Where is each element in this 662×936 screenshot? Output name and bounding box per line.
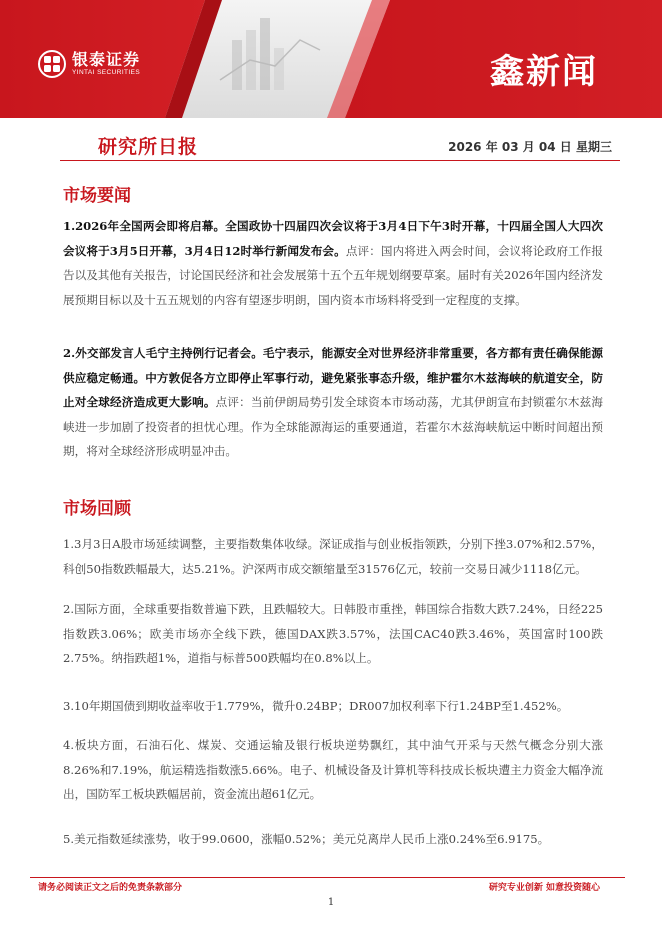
review-item-3: 3.10年期国债到期收益率收于1.779%，微升0.24BP；DR007加权利率下行1.24BP至1.452%。	[63, 699, 569, 713]
news-item-1-comment: 点评：国内将进入两会时间，会议将论政府工作报告以及其他有关报告，讨论国民经济和社会发展第十五个五年规划纲要草案。届时有关2026年国内经济发展预期目标以及十五五规划的内容有望逐步明朗，国内资本市场料将受到一定程度的支撑。	[63, 243, 603, 307]
report-title: 研究所日报	[98, 136, 199, 158]
section-title-market-review: 市场回顾	[63, 499, 131, 519]
brand-title: 鑫新闻	[490, 52, 598, 92]
disclaimer-notice: 请务必阅读正文之后的免责条款部分	[38, 883, 183, 893]
review-item-5: 5.美元指数延续涨势，收于99.0600，涨幅0.52%；美元兑离岸人民币上涨0.24%至6.9175。	[63, 832, 550, 846]
logo-mark-icon	[38, 50, 66, 78]
company-logo	[38, 50, 140, 78]
page-number: 1	[327, 897, 335, 908]
news-item-2	[63, 341, 603, 464]
logo-chinese-name: 银泰证券	[72, 50, 141, 69]
report-header	[0, 0, 662, 160]
report-date: 2026 年 03 月 04 日 星期三	[448, 140, 612, 154]
news-item-1-headline: 1.2026年全国两会即将启幕。全国政协十四届四次会议将于3月4日下午3时开幕，十四届全国人大四次会议将于3月5日开幕，3月4日12时举行新闻发布会。	[63, 219, 603, 258]
review-item-1: 1.3月3日A股市场延续调整，主要指数集体收绿。深证成指与创业板指领跌，分别下挫3.07%和2.57%，科创50指数跌幅最大，达5.21%。沪深两市成交额缩量至31576亿元，较前一交易日减少1118亿元。	[63, 537, 603, 576]
section-title-market-news: 市场要闻	[63, 186, 131, 206]
news-item-2-headline: 2.外交部发言人毛宁主持例行记者会。毛宁表示，能源安全对世界经济非常重要，各方都有责任确保能源供应稳定畅通。中方敦促各方立即停止军事行动，避免紧张事态升级，维护霍尔木兹海峡的航道安全，防止对全球经济造成更大影响。	[63, 346, 603, 409]
review-item-4: 4.板块方面，石油石化、煤炭、交通运输及银行板块逆势飘红，其中油气开采与天然气概念分别大涨8.26%和7.19%，航运精选指数涨5.66%。电子、机械设备及计算机等科技成长板块遭主力资金大幅净流出，国防军工板块跌幅居前，资金流出超61亿元。	[63, 738, 603, 801]
footer-divider	[30, 877, 625, 878]
news-item-1	[63, 214, 603, 312]
logo-english-name: YINTAI SECURITIES	[72, 69, 141, 76]
review-item-2: 2.国际方面，全球重要指数普遍下跌，且跌幅较大。日韩股市重挫，韩国综合指数大跌7.24%，日经225指数跌3.06%；欧美市场亦全线下跌，德国DAX跌3.57%，法国CAC40跌3.46%，英国富时100跌2.75%。纳指跌超1%，道指与标普500跌幅均在0.8%以上。	[63, 602, 603, 665]
news-item-2-comment: 点评：当前伊朗局势引发全球资本市场动荡，尤其伊朗宣布封锁霍尔木兹海峡进一步加剧了投资者的担忧心理。作为全球能源海运的重要通道，若霍尔木兹海峡航运中断时间超出预期，将对全球经济形成明显冲击。	[63, 395, 603, 458]
footer-slogan: 研究专业创新 如意投资随心	[488, 883, 600, 893]
header-divider	[60, 160, 620, 161]
